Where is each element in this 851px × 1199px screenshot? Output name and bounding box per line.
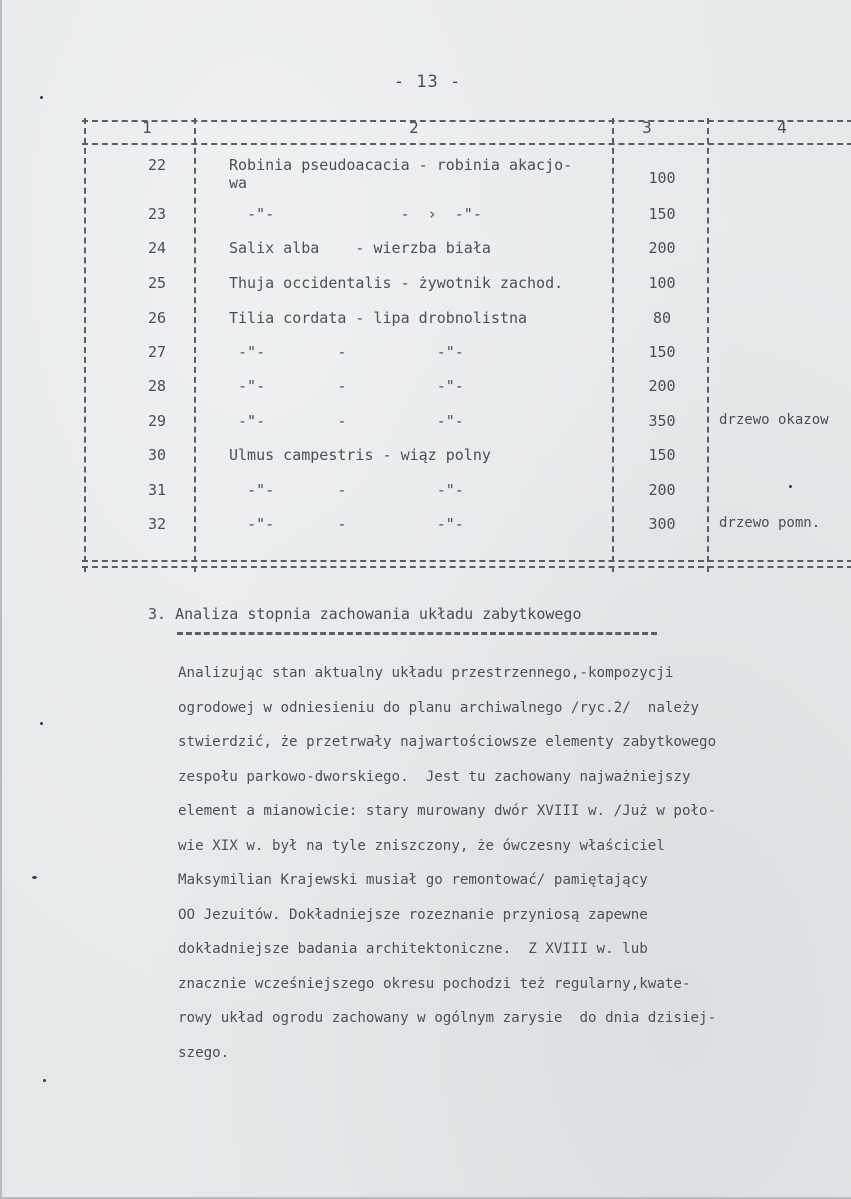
scan-speck xyxy=(789,485,792,488)
table-bottom-rule-1 xyxy=(82,560,851,562)
age-value: 150 xyxy=(648,205,676,223)
paragraph-line: Analizując stan aktualny układu przestrzennego,-kompozycji xyxy=(178,665,674,681)
section-paragraph xyxy=(178,656,848,1070)
page-number: - 13 - xyxy=(393,72,462,92)
paragraph-line: stwierdzić, że przetrwały najwartościowsze elementy zabytkowego xyxy=(178,734,717,750)
row-number: 22 xyxy=(147,156,167,174)
row-number: 23 xyxy=(147,205,167,223)
row-number: 25 xyxy=(147,274,167,292)
age-value: 300 xyxy=(648,515,676,533)
row-number: 28 xyxy=(147,377,167,395)
scan-speck xyxy=(32,876,37,879)
paragraph-line: wie XIX w. był na tyle zniszczony, że ówczesny właściciel xyxy=(178,837,665,854)
table-row xyxy=(82,309,851,343)
tree-inventory-table xyxy=(82,118,851,572)
heading-underline xyxy=(177,632,657,635)
species-name: Ulmus campestris - wiąz polny xyxy=(229,446,491,464)
table-row xyxy=(82,156,851,190)
age-value: 100 xyxy=(648,274,676,292)
table-row xyxy=(82,481,851,515)
table-row xyxy=(82,205,851,239)
row-number: 26 xyxy=(147,309,167,327)
paragraph-line: rowy układ ogrodu zachowany w ogólnym zarysie do dnia dzisiej- xyxy=(178,1010,717,1026)
paragraph-line: zespołu parkowo-dworskiego. Jest tu zachowany najważniejszy xyxy=(178,768,691,785)
table-row xyxy=(82,377,851,411)
row-number: 29 xyxy=(147,412,167,430)
paragraph-line: dokładniejsze badania architektoniczne. Z XVIII w. lub xyxy=(178,941,648,957)
column-header-4: 4 xyxy=(777,118,787,137)
table-row xyxy=(82,274,851,308)
table-row xyxy=(82,343,851,377)
remark: drzewo pomn. xyxy=(719,515,821,531)
age-value: 200 xyxy=(648,377,676,395)
row-number: 24 xyxy=(147,239,167,257)
age-value: 150 xyxy=(648,446,676,464)
species-name: -"- - › -"- xyxy=(229,205,482,223)
remark: drzewo okazow xyxy=(719,412,829,428)
table-row xyxy=(82,239,851,273)
age-value: 200 xyxy=(648,481,676,499)
column-header-3: 3 xyxy=(642,118,652,137)
scan-speck xyxy=(43,1079,46,1082)
species-name: -"- - -"- xyxy=(229,343,464,361)
species-name: Tilia cordata - lipa drobnolistna xyxy=(229,309,528,327)
table-top-rule xyxy=(82,120,851,122)
age-value: 150 xyxy=(648,343,676,361)
age-value: 100 xyxy=(648,169,676,187)
table-row xyxy=(82,412,851,446)
species-name: -"- - -"- xyxy=(229,377,464,395)
paragraph-line: szego. xyxy=(178,1044,230,1061)
paragraph-line: OO Jezuitów. Dokładniejsze rozeznanie przyniosą zapewne xyxy=(178,906,648,923)
row-number: 32 xyxy=(147,515,167,533)
column-header-1: 1 xyxy=(142,118,152,137)
paragraph-line: element a mianowicie: stary murowany dwór XVIII w. /Już w poło- xyxy=(178,803,717,819)
paragraph-line: znacznie wcześniejszego okresu pochodzi też regularny,kwate- xyxy=(178,975,691,992)
species-name: -"- - -"- xyxy=(229,515,464,533)
species-name: -"- - -"- xyxy=(229,481,464,499)
table-row xyxy=(82,515,851,549)
section-heading: 3. Analiza stopnia zachowania układu zabytkowego xyxy=(148,605,582,623)
table-header-rule xyxy=(82,143,851,145)
scan-speck xyxy=(40,722,43,725)
table-bottom-rule-2 xyxy=(82,566,851,568)
column-header-2: 2 xyxy=(409,118,419,137)
row-number: 30 xyxy=(147,446,167,464)
species-name: Robinia pseudoacacia - robinia akacjo- wa xyxy=(229,156,573,192)
age-value: 350 xyxy=(648,412,676,430)
row-number: 27 xyxy=(147,343,167,361)
species-name: Thuja occidentalis - żywotnik zachod. xyxy=(229,274,564,292)
paragraph-line: ogrodowej w odniesieniu do planu archiwalnego /ryc.2/ należy xyxy=(178,699,700,716)
row-number: 31 xyxy=(147,481,167,499)
species-name: Salix alba - wierzba biała xyxy=(229,239,491,257)
species-name: -"- - -"- xyxy=(229,412,464,430)
age-value: 80 xyxy=(652,309,672,327)
age-value: 200 xyxy=(648,239,676,257)
scan-speck xyxy=(40,96,43,99)
paragraph-line: Maksymilian Krajewski musiał go remontować/ pamiętający xyxy=(178,872,648,888)
table-row xyxy=(82,446,851,480)
